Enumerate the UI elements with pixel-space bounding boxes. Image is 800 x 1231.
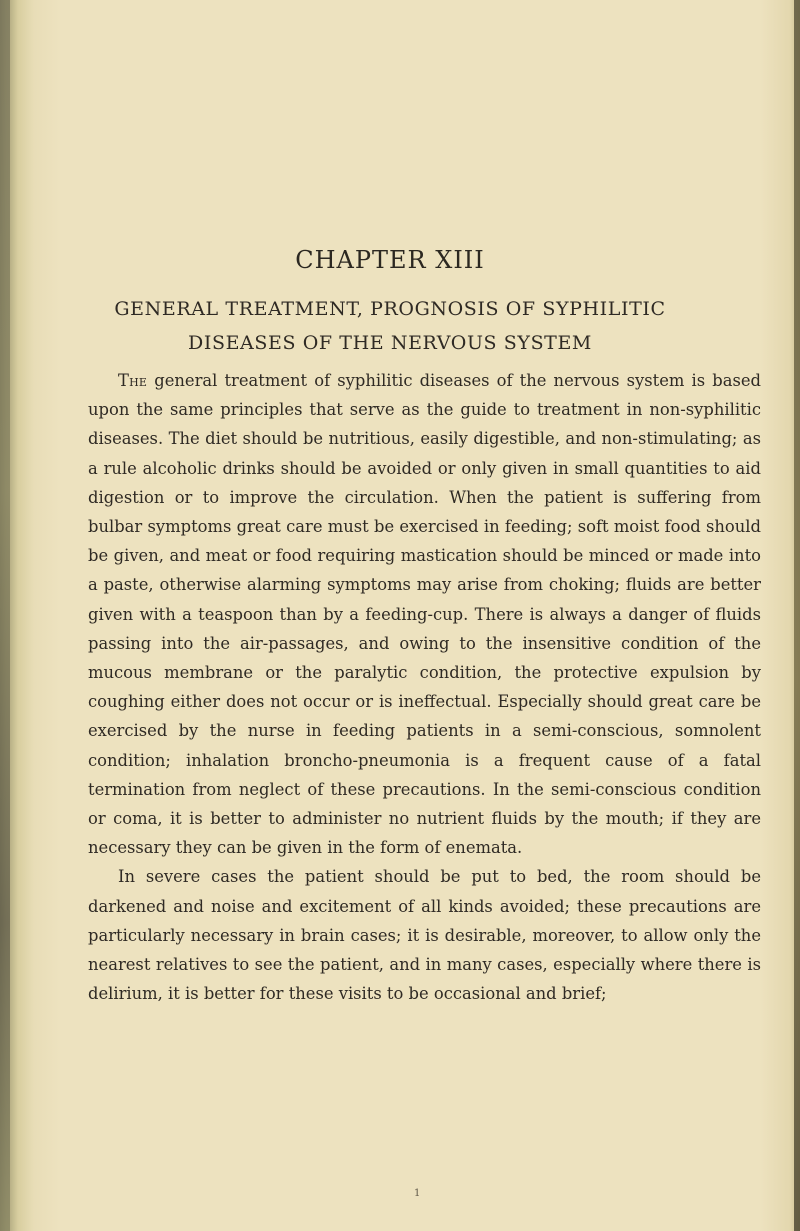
paragraph-1 — [88, 366, 761, 862]
section-title-line-1: GENERAL TREATMENT, PROGNOSIS OF SYPHILITIC — [114, 298, 666, 320]
paragraph-1-lead: The — [118, 371, 148, 390]
page-spine-shadow — [0, 0, 10, 1231]
paragraph-2: In severe cases the patient should be put to bed, the room should be darkened and noise and excitement of all kinds avoided; these precautions are particularly necessary in brain cases; it is desirable, moreover, to allow only the nearest relatives to see the patient, and in many cases, especially where there is delirium, it is better for these visits to be occasional and brief; — [88, 867, 761, 1004]
chapter-title: CHAPTER XIII — [295, 246, 485, 274]
body-text — [88, 366, 761, 1008]
section-title-line-2: DISEASES OF THE NERVOUS SYSTEM — [188, 332, 592, 354]
paragraph-1-text: general treatment of syphilitic diseases of the nervous system is based upon the same principles that serve as the guide to treatment in non-syphilitic diseases. The diet should be nutritious, easily digestible, and non-stimulating; as a rule alcoholic drinks should be avoided or only given in small quantities to aid digestion or to improve the circulation. When the patient is suffering from bulbar symptoms great care must be exercised in feeding; soft moist food should be given, and meat or food requiring mastication should be minced or made into a paste, otherwise alarming symptoms may arise from choking; fluids are better given with a teaspoon than by a feeding-cup. There is always a danger of fluids passing into the air-passages, and owing to the insensitive condition of the mucous membrane or the paralytic condition, the protective expulsion by coughing either does not occur or is ineffectual. Especially should great care be exercised by the nurse in feeding patients in a semi-conscious, somnolent condition; inhalation broncho-pneumonia is a frequent cause of a fatal termination from neglect of these precautions. In the semi-conscious condition or coma, it is better to administer no nutrient fluids by the mouth; if they are necessary they can be given in the form of enemata. — [88, 371, 761, 858]
footer-mark: 1 — [414, 1188, 421, 1199]
page-right-edge — [794, 0, 800, 1231]
section-title — [0, 292, 780, 360]
